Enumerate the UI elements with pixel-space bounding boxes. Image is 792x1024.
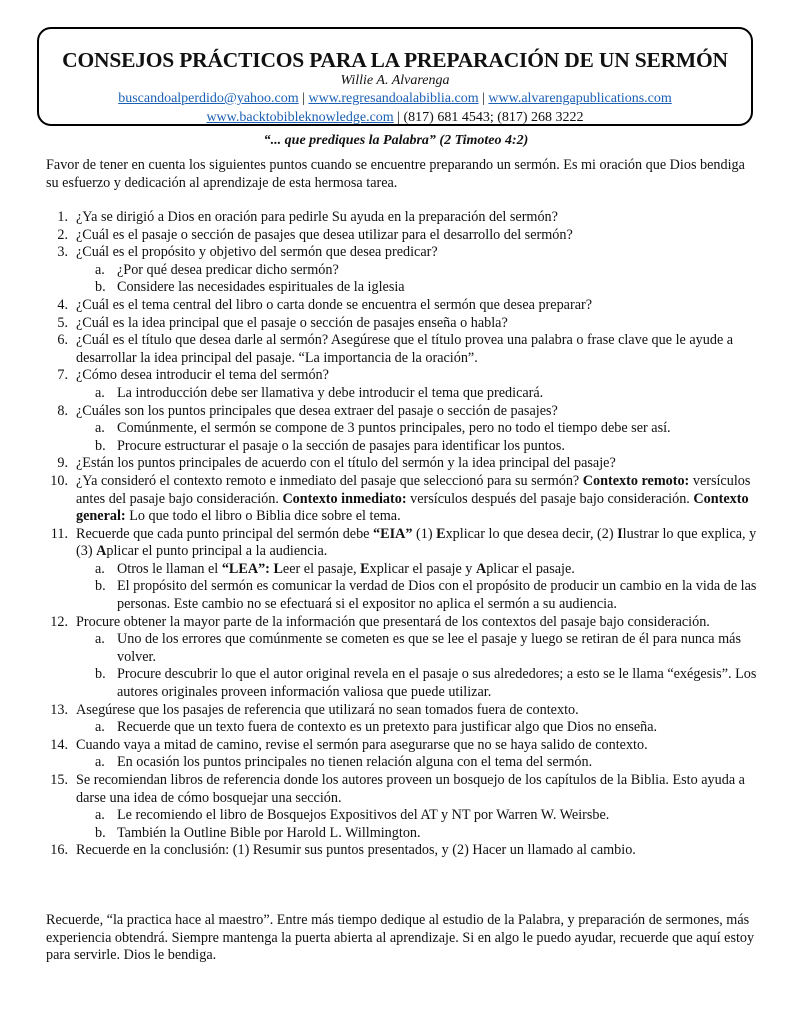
sub-item-text: También la Outline Bible por Harold L. Willmington. [117,824,421,841]
item-text: ¿Cuál es la idea principal que el pasaje o sección de pasajes enseña o habla? [76,314,508,331]
contact-links-row-1 [39,89,751,108]
sub-item [46,578,758,613]
item-text: ¿Ya se dirigió a Dios en oración para pedirle Su ayuda en la preparación del sermón? [76,209,558,225]
sub-item-text: Uno de los errores que comúnmente se cometen es que se lee el pasaje y luego se retiran de él para nunca más volver. [117,631,742,665]
sub-item-letter: a. [95,631,105,648]
advice-list [46,209,758,860]
sub-item [46,666,758,701]
sub-item-text: La introducción debe ser llamativa y debe introducir el tema que predicará. [117,384,544,401]
item-number: 10. [50,472,68,489]
list-item [46,227,758,245]
item-number: 14. [50,736,68,753]
item-number: 16. [50,842,68,859]
website-link-regresandoalabiblia[interactable]: www.regresandoalabiblia.com [308,91,479,106]
item-text: xplicar lo que desea decir, (2) [445,525,618,542]
item-number: 2. [57,226,68,243]
item-text: versículos después del pasaje bajo consideración. [406,490,694,507]
list-item [46,702,758,720]
sub-item-letter: a. [95,384,105,401]
item-text: Procure obtener la mayor parte de la información que presentará de los contextos del pasaje bajo consideración. [76,613,710,630]
sub-item [46,385,758,403]
website-link-backtobibleknowledge[interactable]: www.backtobibleknowledge.com [206,110,394,125]
sub-item-text: eer el pasaje, [282,560,361,577]
separator: | [302,91,305,106]
item-text: ¿Ya consideró el contexto remoto e inmediato del pasaje que seleccionó para su sermón? [76,472,583,489]
bold-letter: A [96,543,107,560]
bold-term: Contexto general: [76,490,749,525]
list-item [46,297,758,315]
list-item [46,403,758,421]
item-text: Cuando vaya a mitad de camino, revise el sermón para asegurarse que no se haya salido de contexto. [76,736,648,753]
sub-item-text: En ocasión los puntos principales no tienen relación alguna con el tema del sermón. [117,754,593,771]
intro-paragraph: Favor de tener en cuenta los siguientes puntos cuando se encuentre preparando un sermón. Es mi oración que Dios bendiga su esfuerzo y dedicación al aprendizaje de esta hermosa tarea. [46,157,745,191]
item-number: 13. [50,701,68,718]
sub-item-letter: a. [95,261,105,278]
sub-item-letter: b. [95,666,106,683]
sub-item [46,279,758,297]
item-text: versículos antes del pasaje bajo consideración. [76,472,751,507]
sub-item-letter: a. [95,754,105,771]
phone-numbers: (817) 681 4543; (817) 268 3222 [403,110,584,125]
list-item [46,209,758,227]
sub-item-letter: a. [95,719,105,736]
item-text: ¿Cuál es el título que desea darle al sermón? Asegúrese que el título provea una palabra o frase clave que le ayude a desarrollar la idea principal del pasaje. “La importancia de la oración”. [76,332,734,366]
list-item [46,473,758,526]
website-link-alvarengapublications[interactable]: www.alvarengapublications.com [488,91,672,106]
list-item [46,332,758,367]
list-item [46,244,758,262]
sub-item-text: Considere las necesidades espirituales de la iglesia [117,279,405,296]
list-item [46,526,758,561]
item-number: 15. [50,772,68,788]
list-item [46,737,758,755]
bold-term: Contexto remoto: [582,472,690,489]
item-number: 6. [57,332,68,349]
item-text: Recuerde en la conclusión: (1) Resumir sus puntos presentados, y (2) Hacer un llamado al cambio. [76,842,636,859]
item-number: 9. [57,455,68,472]
sub-item [46,438,758,456]
sub-item-letter: a. [95,560,105,577]
bold-letter: L [273,560,283,577]
bold-letter: I [617,525,623,542]
item-text: lustrar lo que explica, y (3) [76,525,757,560]
item-number: 7. [57,367,68,384]
sub-item-text: xplicar el pasaje y [369,560,476,577]
email-link[interactable]: buscandoalperdido@yahoo.com [118,91,299,106]
sub-item [46,719,758,737]
item-text: ¿Cómo desea introducir el tema del sermón? [76,367,329,384]
list-item [46,455,758,473]
sub-item-letter: a. [95,420,105,437]
item-text: ¿Están los puntos principales de acuerdo con el título del sermón y la idea principal del pasaje? [76,455,616,472]
bold-letter: E [436,525,446,542]
bold-term: Contexto inmediato: [282,490,407,507]
item-text: ¿Cuáles son los puntos principales que desea extraer del pasaje o sección de pasajes? [76,402,558,419]
sub-item-text: Procure estructurar el pasaje o la sección de pasajes para identificar los puntos. [117,437,565,454]
sub-item-text: Le recomiendo el libro de Bosquejos Expositivos del AT y NT por Warren W. Weirsbe. [117,807,610,824]
list-item [46,842,758,860]
item-text: Recuerde que cada punto principal del sermón debe [76,525,374,542]
sub-item [46,262,758,280]
sub-item-text: plicar el pasaje. [486,560,575,577]
bold-letter: A [475,560,487,577]
sub-item [46,807,758,825]
item-text: Se recomiendan libros de referencia donde los autores proveen un bosquejo de los capítulos de la Biblia. Esto ayuda a darse una idea de cómo bosquejar una sección. [76,772,745,806]
sub-item [46,561,758,579]
item-text: Lo que todo el libro o Biblia dice sobre el tema. [125,508,401,525]
sub-item-text: El propósito del sermón es comunicar la verdad de Dios con el propósito de producir un cambio en la vida de las personas. Este cambio no se efectuará si el expositor no aplica el sermón a su audiencia. [117,578,757,613]
item-number: 4. [57,296,68,313]
item-number: 5. [57,314,68,331]
header-box [37,27,753,126]
item-text: ¿Cuál es el propósito y objetivo del sermón que desea predicar? [76,244,438,261]
item-text: Asegúrese que los pasajes de referencia que utilizará no sean tomados fuera de contexto. [76,701,579,718]
list-item [46,315,758,333]
sub-item-text: Comúnmente, el sermón se compone de 3 puntos principales, pero no todo el tiempo debe ser así. [117,420,671,437]
item-text: ¿Cuál es el pasaje o sección de pasajes que desea utilizar para el desarrollo del sermón? [76,226,573,243]
sub-item-letter: b. [95,824,106,841]
contact-links-row-2 [39,108,751,127]
sub-item-letter: a. [95,807,105,824]
closing-paragraph: Recuerde, “la practica hace al maestro”. Entre más tiempo dedique al estudio de la Palabra, y preparación de sermones, más experiencia obtendrá. Siempre mantenga la puerta abierta al aprendizaje. Si en algo le puedo ayudar, recuerde que aquí estoy para servirle. Dios le bendiga. [46,912,755,964]
bold-term: “LEA”: [221,560,270,577]
document-title: CONSEJOS PRÁCTICOS PARA LA PREPARACIÓN DE UN SERMÓN [62,48,728,72]
bible-verse: “... que prediques la Palabra” (2 Timoteo 4:2) [263,133,529,148]
item-number: 11. [50,525,68,542]
sub-item-text: Recuerde que un texto fuera de contexto es un pretexto para justificar algo que Dios no enseña. [117,719,658,736]
item-number: 1. [57,209,68,225]
separator: | [482,91,485,106]
bold-letter: E [360,560,370,577]
item-number: 8. [57,402,68,419]
sub-item-letter: b. [95,437,106,454]
separator: | [397,110,401,125]
sub-item [46,754,758,772]
list-item [46,772,758,807]
list-item [46,614,758,632]
item-number: 12. [50,613,68,630]
author-name: Willie A. Alvarenga [340,73,450,88]
list-item [46,367,758,385]
item-text: plicar el punto principal a la audiencia. [106,543,328,560]
sub-item [46,631,758,666]
sub-item-text: Otros le llaman el [117,560,222,577]
sub-item-text: Procure descubrir lo que el autor original revela en el pasaje o sus alrededores; a esto se le llama “exégesis”. Los autores originales proveen información valiosa que puede utilizar. [117,666,757,701]
sub-item [46,420,758,438]
sub-item-letter: b. [95,279,106,296]
sub-item [46,825,758,843]
item-text: (1) [412,525,437,542]
sub-item-letter: b. [95,578,106,595]
bold-term: “EIA” [373,525,413,542]
item-number: 3. [57,244,68,261]
sub-item-text: ¿Por qué desea predicar dicho sermón? [117,261,339,278]
item-text: ¿Cuál es el tema central del libro o carta donde se encuentra el sermón que desea preparar? [76,296,593,313]
